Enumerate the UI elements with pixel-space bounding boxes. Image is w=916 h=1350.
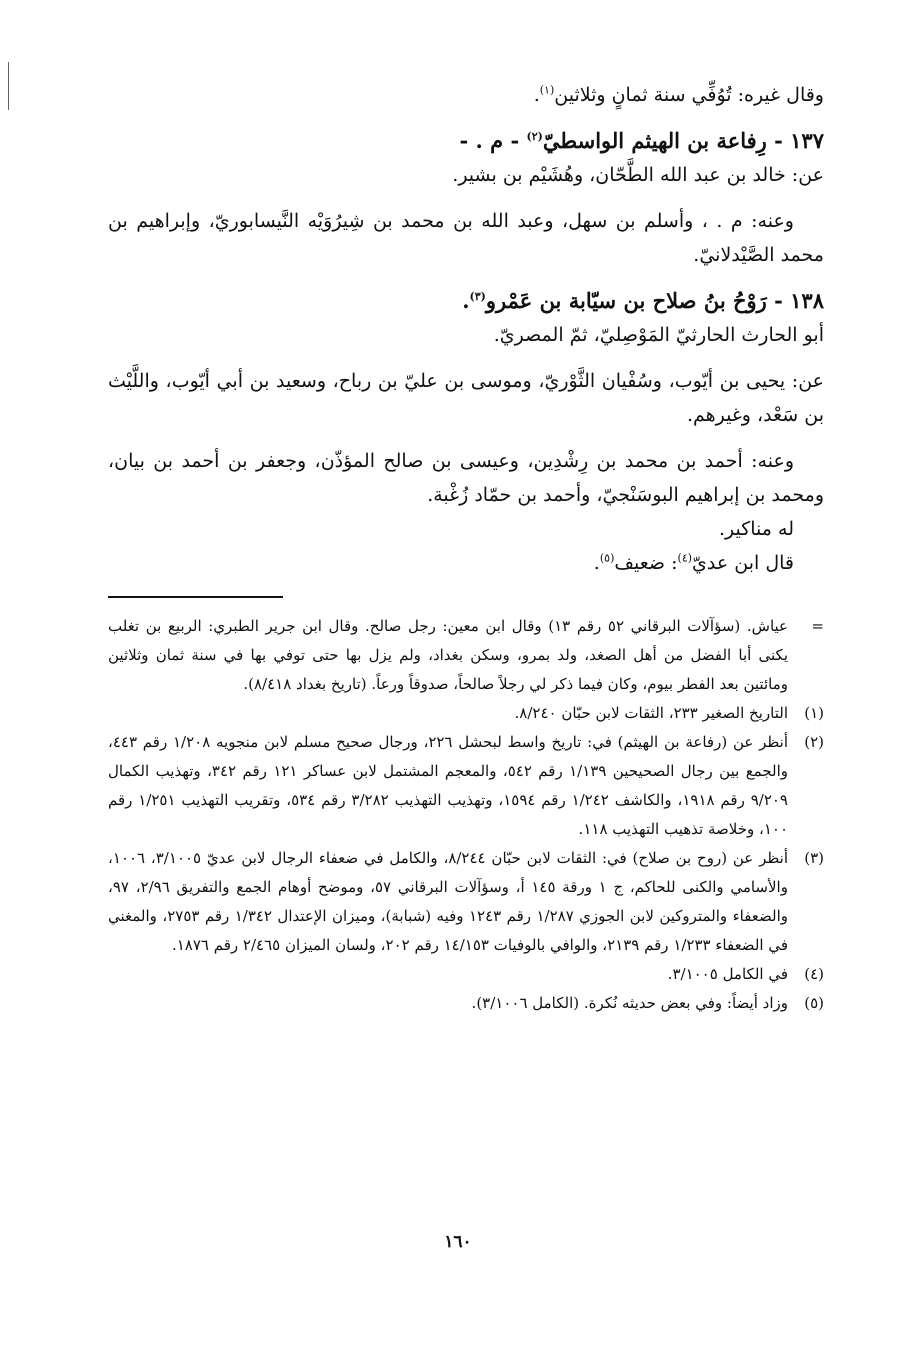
footnote-marker: (١) xyxy=(804,704,824,722)
entry-heading xyxy=(108,124,824,158)
footnote xyxy=(108,612,824,699)
paragraph-tail: . xyxy=(462,288,470,313)
footnote-text: أنظر عن (رفاعة بن الهيثم) في: تاريخ واسط لبحشل ٢٢٦، ورجال صحيح مسلم لابن منجويه ١/٢٠٨ رقم ٤٤٣، والجمع بين رجال الصحيحين ١/١٣٩ رقم ٥٤٢، والمعجم المشتمل لابن عساكر ١٢١ رقم ٣٤٢، وتهذيب الكمال ٩/٢٠٩ رقم ١٩١٨، والكاشف ١/٢٤٢ رقم ١٥٩٤، وتهذيب التهذيب ٣/٢٨٢ رقم ٥٣٤، وتقريب التهذيب ١/٢٥١ رقم ١٠٠، وخلاصة تذهيب التهذيب ١١٨. xyxy=(108,733,789,838)
paragraph-text: عن: خالد بن عبد الله الطَّحّان، وهُشَيْم بن بشير. xyxy=(452,164,824,186)
paragraph-text: قال ابن عديّ xyxy=(692,552,794,574)
paragraph-tail: - م . - xyxy=(459,128,527,153)
paragraph-tail: . xyxy=(593,552,600,574)
footnote-marker: (٢) xyxy=(804,733,824,751)
footnote-marker: (٣) xyxy=(804,849,824,867)
footnote-text: وزاد أيضاً: وفي بعض حديثه نُكرة. (الكامل ٣/١٠٠٦). xyxy=(471,994,788,1012)
main-text xyxy=(108,78,824,580)
paragraph-text: ١٣٨ - رَوْحُ بنُ صلاح بن سيّابة بن عَمْرو xyxy=(485,288,824,313)
paragraph xyxy=(108,78,824,112)
footnote-text: عياش. (سؤآلات البرقاني ٥٢ رقم ١٣) وقال ابن معين: رجل صالح. وقال ابن جرير الطبري: الربيع بن تغلب يكنى أبا الفضل من أهل الصغد، ولد بمرو، وسكن بغداد، ولم يزل بها حتى توفي بها في سنة ثمان وثلاثين ومائتين بعد الفطر بيوم، وكان فيما ذكر لي رجلاً صالحاً، صدوقاً ورعاً. (تاريخ بغداد ٨/٤١٨). xyxy=(108,617,788,693)
footnote-marker: (٥) xyxy=(804,994,824,1012)
footnote-ref: (٤) xyxy=(677,551,693,565)
paragraph-text: له مناكير. xyxy=(718,518,794,540)
paragraph-text: أبو الحارث الحارثيّ المَوْصِليّ، ثمّ المصريّ. xyxy=(493,324,824,346)
footnote-ref: (٣) xyxy=(469,290,486,303)
paragraph xyxy=(108,512,824,546)
footnote-ref: (٥) xyxy=(599,551,615,565)
paragraph-text: عن: يحيى بن أيّوب، وسُفْيان الثَّوْريّ، وموسى بن عليّ بن رباح، وسعيد بن أبي أيّوب، واللَّيْث بن سَعْد، وغيرهم. xyxy=(108,370,824,426)
footnote-marker: (٤) xyxy=(804,965,824,983)
footnote xyxy=(108,844,824,960)
footnote-text: في الكامل ٣/١٠٠٥. xyxy=(667,965,788,983)
footnote-marker: = xyxy=(811,617,824,635)
entry-heading xyxy=(108,284,824,318)
book-page xyxy=(108,78,824,1018)
margin-line xyxy=(8,62,9,110)
paragraph-text: وعنه: أحمد بن محمد بن رِشْدِين، وعيسى بن صالح المؤذّن، وجعفر بن أحمد بن بيان، ومحمد بن إبراهيم البوسَنْجيّ، وأحمد بن حمّاد زُغْبة. xyxy=(108,450,824,506)
paragraph xyxy=(108,318,824,352)
page-number: ١٦٠ xyxy=(444,1232,472,1252)
paragraph-text: وقال غيره: تُوُفِّي سنة ثمانٍ وثلاثين xyxy=(554,84,824,106)
footnote xyxy=(108,960,824,989)
footnote-text: أنظر عن (روح بن صلاح) في: الثقات لابن حبّان ٨/٢٤٤، والكامل في ضعفاء الرجال لابن عديّ ٣/١٠٠٥، ١٠٠٦، والأسامي والكنى للحاكم، ج ١ ورقة ١٤٥ أ، وسؤآلات البرقاني ٥٧، وموضح أوهام الجمع والتفريق ٢/٩٦، ٩٧، والضعفاء والمتروكين لابن الجوزي ١/٢٨٧ رقم ١٢٤٣ وفيه (شبابة)، وميزان الإعتدال ١/٣٤٢ رقم ٢٧٥٣، والمغني في الضعفاء ١/٢٣٣ رقم ٢١٣٩، والوافي بالوفيات ١٤/١٥٣ رقم ٢٠٢، ولسان الميزان ٢/٤٦٥ رقم ١٨٧٦. xyxy=(108,849,789,954)
footnote-text: التاريخ الصغير ٢٣٣، الثقات لابن حبّان ٨/٢٤٠. xyxy=(514,704,788,722)
paragraph-tail: . xyxy=(533,84,540,106)
paragraph-text: وعنه: م . ، وأسلم بن سهل، وعبد الله بن محمد بن شِيرُوَيْه النَّيسابوريّ، وإبراهيم بن محمد الصَّيْدلانيّ. xyxy=(108,210,824,266)
paragraph xyxy=(108,546,824,580)
footnote-separator xyxy=(108,596,283,598)
footnote xyxy=(108,989,824,1018)
paragraph-tail: : ضعيف xyxy=(614,552,678,574)
paragraph xyxy=(108,158,824,192)
footnote-ref: (١) xyxy=(539,83,555,97)
footnotes xyxy=(108,612,824,1018)
footnote-ref: (٢) xyxy=(526,130,543,143)
footnote xyxy=(108,699,824,728)
paragraph xyxy=(108,364,824,432)
footnote xyxy=(108,728,824,844)
paragraph xyxy=(108,204,824,272)
paragraph xyxy=(108,444,824,512)
paragraph-text: ١٣٧ - رِفاعة بن الهيثم الواسطيّ xyxy=(542,128,824,153)
